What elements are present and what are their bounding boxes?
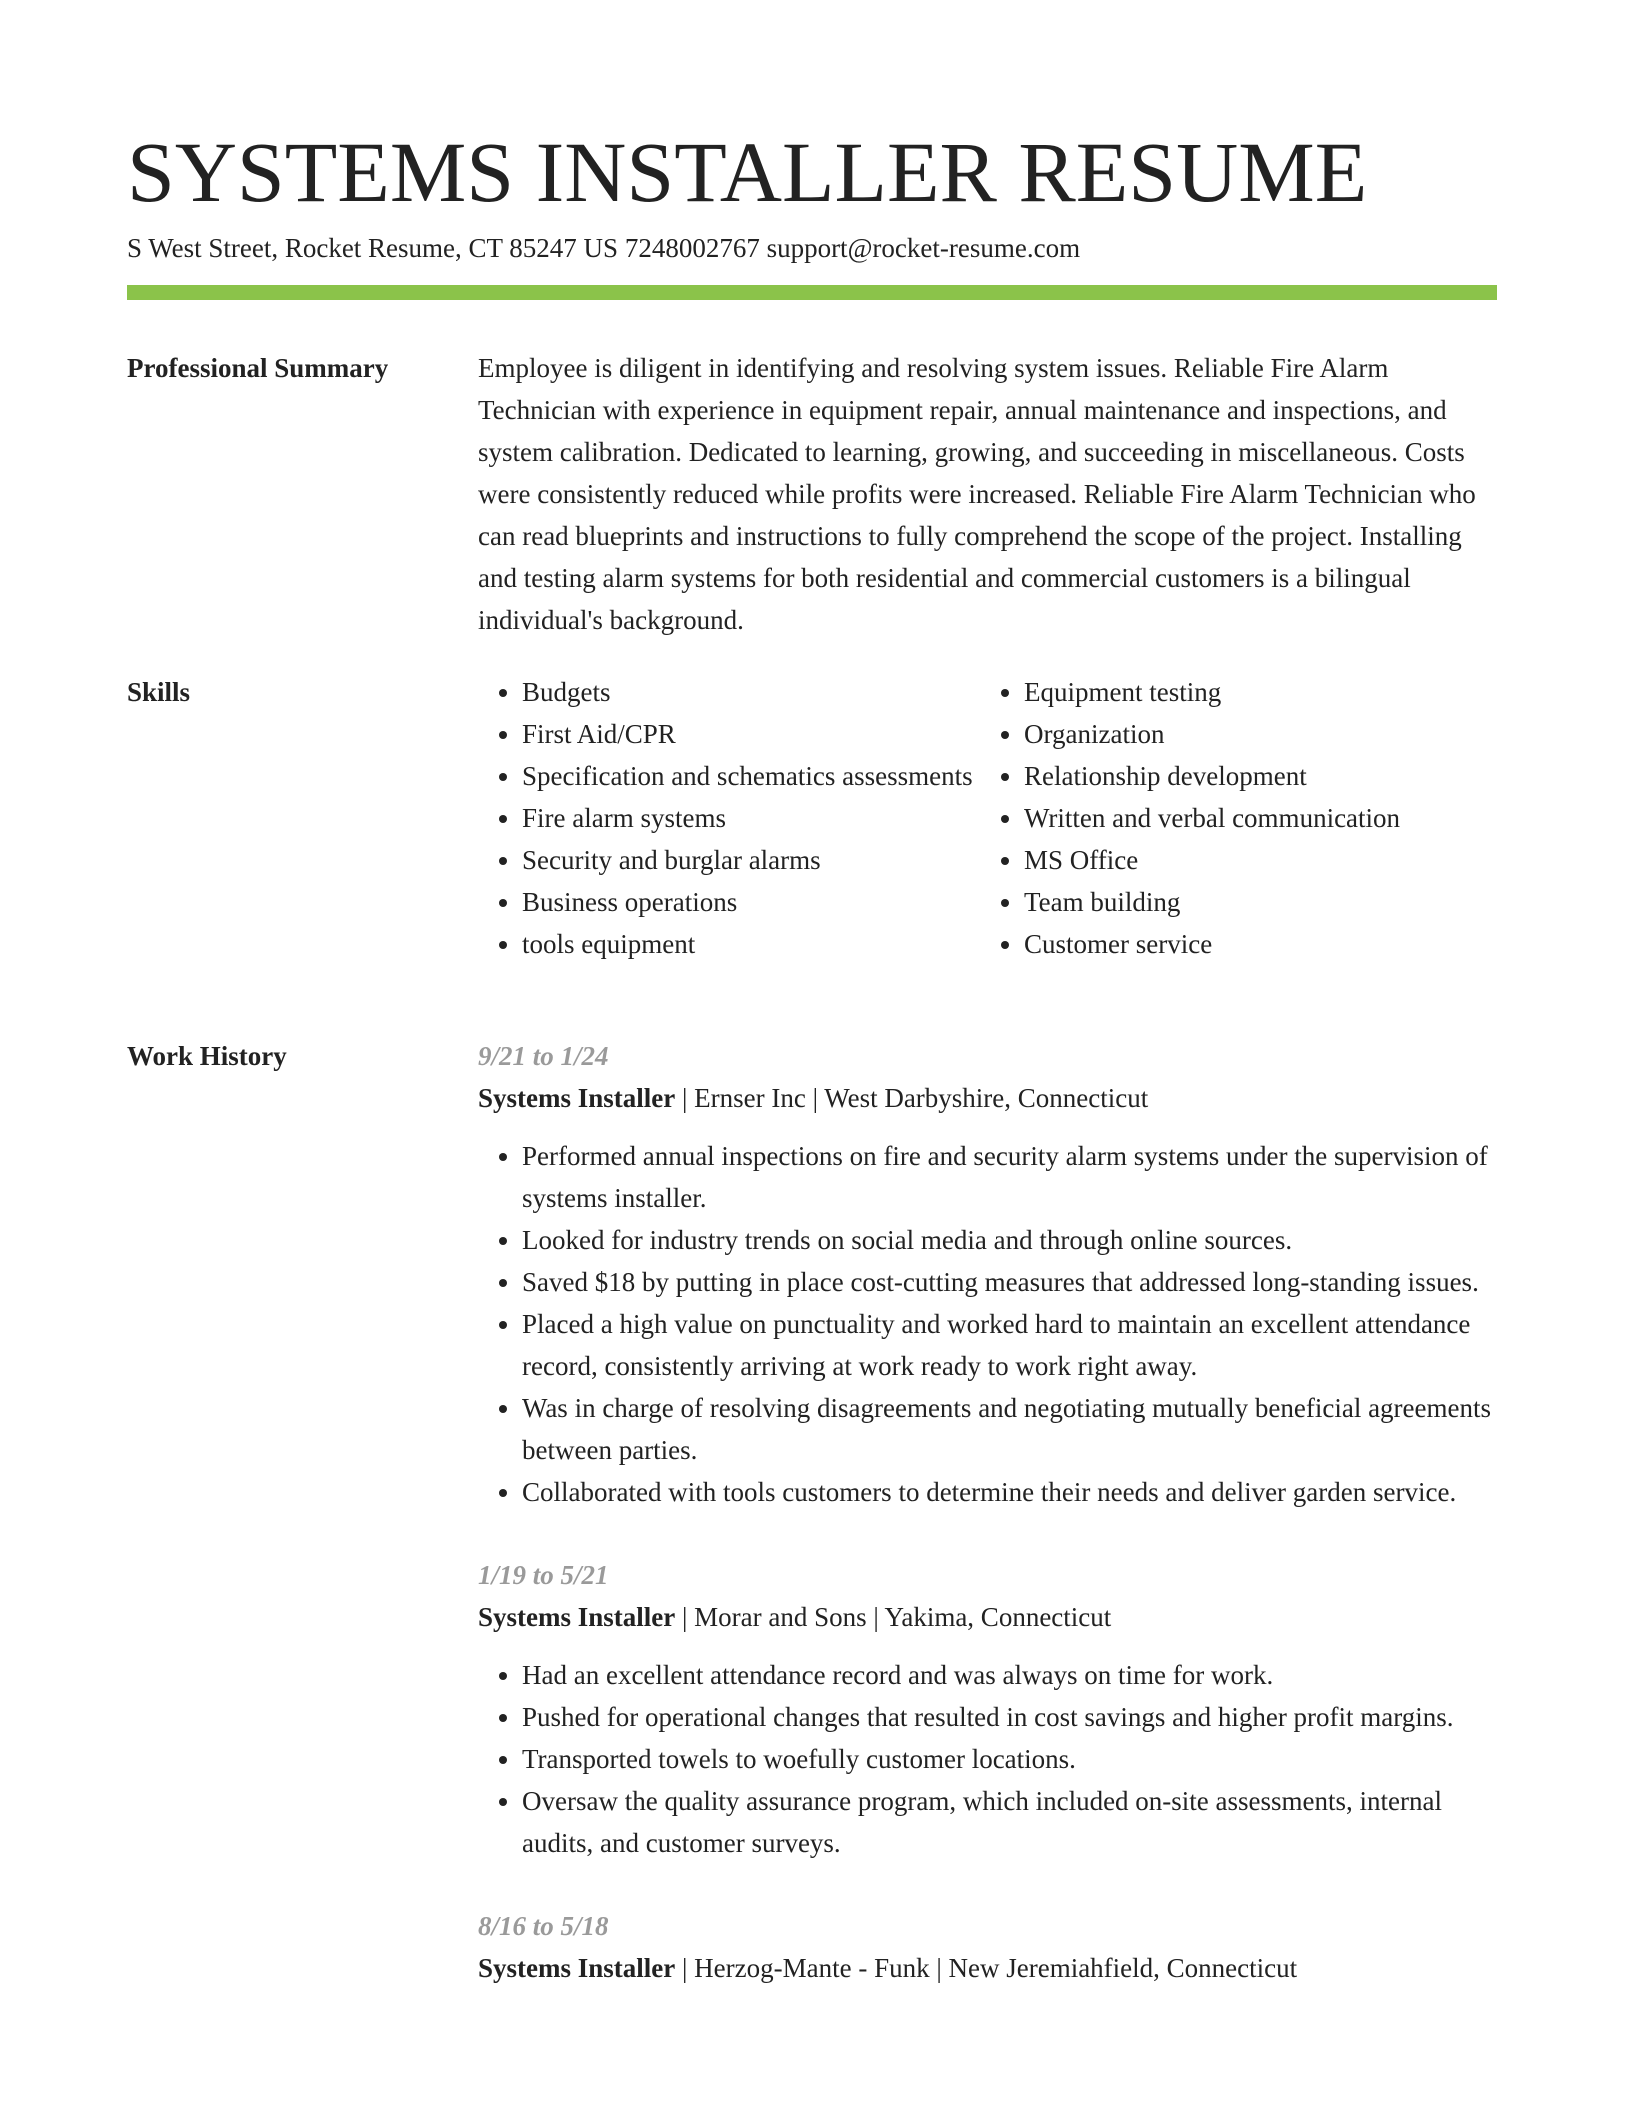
job-dates: 9/21 to 1/24 <box>478 1041 609 1071</box>
job-bullets <box>478 1654 1497 1864</box>
skill-item: • Customer service <box>1024 923 1482 965</box>
job-title-line <box>478 1077 1497 1119</box>
job-details: | Herzog-Mante - Funk | New Jeremiahfield, Connecticut <box>675 1953 1298 1983</box>
job-title-line <box>478 1947 1497 1989</box>
skill-item: • Specification and schematics assessments <box>522 755 980 797</box>
job-title-line <box>478 1596 1497 1638</box>
summary-heading: Professional Summary <box>127 353 389 383</box>
skill-item: • Security and burglar alarms <box>522 839 980 881</box>
work-history-section <box>478 1035 1497 2030</box>
job-bullet: • Was in charge of resolving disagreements and negotiating mutually beneficial agreements between parties. <box>522 1387 1497 1471</box>
skills-grid <box>478 671 1497 965</box>
summary-text: Employee is diligent in identifying and resolving system issues. Reliable Fire Alarm Technician with experience in equipment repair, annual maintenance and inspections, and system calibration. Dedicated to learning, growing, and succeeding in miscellaneous. Costs were consistently reduced while profits were increased. Reliable Fire Alarm Technician who can read blueprints and instructions to fully comprehend the scope of the project. Installing and testing alarm systems for both residential and commercial customers is a bilingual individual's background. <box>478 353 1476 635</box>
job-entry <box>478 1035 1497 1513</box>
skill-item: • Organization <box>1024 713 1482 755</box>
skill-item: • Written and verbal communication <box>1024 797 1482 839</box>
job-entry <box>478 1905 1497 1989</box>
skills-section <box>478 671 1497 965</box>
skill-item: • tools equipment <box>522 923 980 965</box>
skills-list-left <box>478 671 980 965</box>
job-entry <box>478 1554 1497 1864</box>
job-bullet: • Had an excellent attendance record and was always on time for work. <box>522 1654 1497 1696</box>
skill-item: • MS Office <box>1024 839 1482 881</box>
skill-item: • Budgets <box>522 671 980 713</box>
job-bullet: • Saved $18 by putting in place cost-cutting measures that addressed long-standing issues. <box>522 1261 1497 1303</box>
skill-item: • Fire alarm systems <box>522 797 980 839</box>
job-bullet: • Collaborated with tools customers to determine their needs and deliver garden service. <box>522 1471 1497 1513</box>
accent-divider <box>127 285 1497 300</box>
job-bullet: • Performed annual inspections on fire and security alarm systems under the supervision of systems installer. <box>522 1135 1497 1219</box>
job-bullet: • Placed a high value on punctuality and worked hard to maintain an excellent attendance record, consistently arriving at work ready to work right away. <box>522 1303 1497 1387</box>
job-details: | Morar and Sons | Yakima, Connecticut <box>675 1602 1112 1632</box>
skills-list-right <box>980 671 1482 965</box>
skill-item: • Business operations <box>522 881 980 923</box>
skill-item: • Equipment testing <box>1024 671 1482 713</box>
summary-section <box>478 347 1497 641</box>
job-title: Systems Installer <box>478 1602 676 1632</box>
job-title: Systems Installer <box>478 1953 676 1983</box>
job-bullets <box>478 1135 1497 1513</box>
job-bullet: • Looked for industry trends on social media and through online sources. <box>522 1219 1497 1261</box>
skill-item: • First Aid/CPR <box>522 713 980 755</box>
work-history-heading: Work History <box>127 1041 287 1071</box>
skills-heading: Skills <box>127 677 191 707</box>
job-bullet: • Pushed for operational changes that resulted in cost savings and higher profit margins. <box>522 1696 1497 1738</box>
job-title: Systems Installer <box>478 1083 676 1113</box>
job-bullet: • Oversaw the quality assurance program, which included on-site assessments, internal audits, and customer surveys. <box>522 1780 1497 1864</box>
contact-line: S West Street, Rocket Resume, CT 85247 US 7248002767 support@rocket-resume.com <box>127 233 1081 263</box>
job-dates: 8/16 to 5/18 <box>478 1911 609 1941</box>
job-bullet: • Transported towels to woefully customer locations. <box>522 1738 1497 1780</box>
page-title: SYSTEMS INSTALLER RESUME <box>127 124 1368 220</box>
skill-item: • Team building <box>1024 881 1482 923</box>
job-dates: 1/19 to 5/21 <box>478 1560 609 1590</box>
skill-item: • Relationship development <box>1024 755 1482 797</box>
job-details: | Ernser Inc | West Darbyshire, Connecticut <box>675 1083 1149 1113</box>
